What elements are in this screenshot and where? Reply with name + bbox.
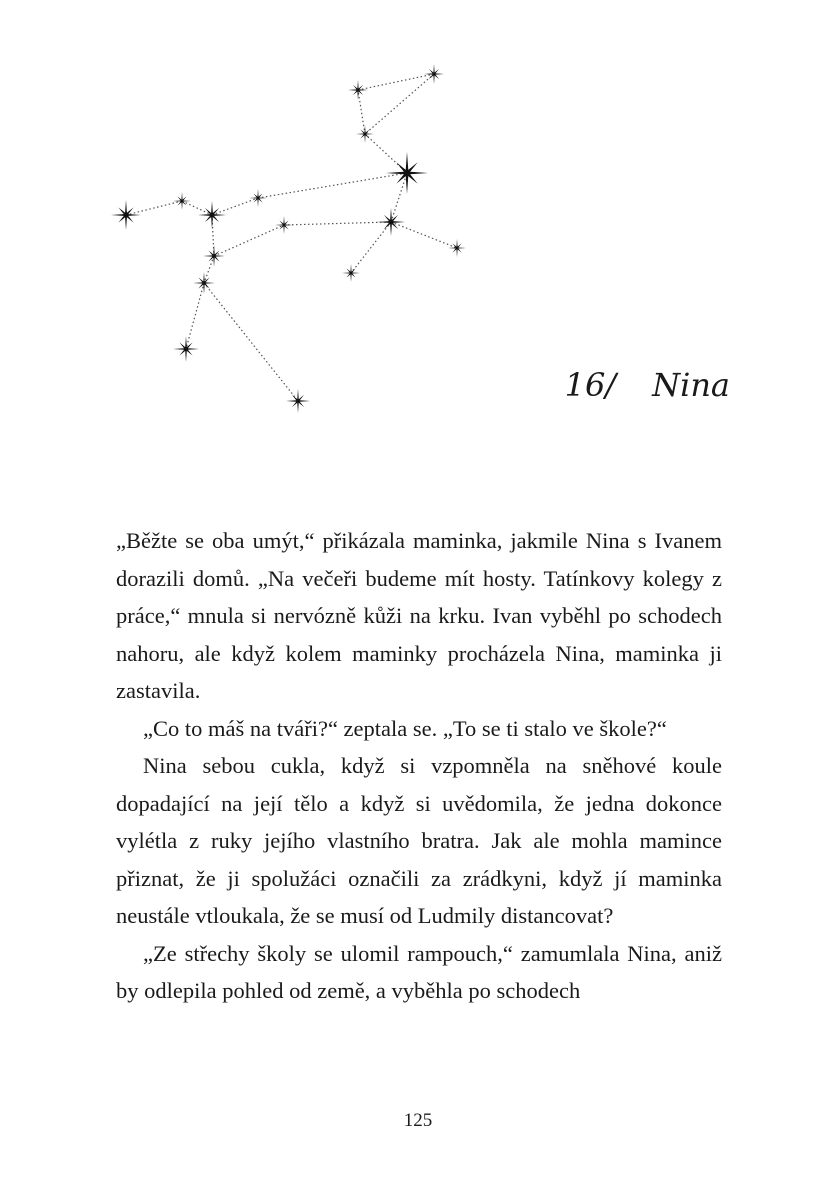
star-icon xyxy=(198,201,226,229)
paragraph: „Co to máš na tváři?“ zeptala se. „To se ti stalo ve škole?“ xyxy=(143,715,667,741)
constellation-line xyxy=(186,283,204,349)
constellation-line xyxy=(358,90,365,134)
constellation-line xyxy=(351,222,391,273)
paragraph: „Ze střechy školy se ulomil rampouch,“ zamumlala Nina, aniž by odlepila pohled od země, a vyběhla po schodech xyxy=(116,940,722,1003)
constellation-line xyxy=(212,198,258,215)
constellation-line xyxy=(391,173,407,222)
star-icon xyxy=(386,152,428,194)
constellation-line xyxy=(214,225,284,256)
star-icon xyxy=(249,189,267,207)
star-icon xyxy=(377,208,405,236)
constellation-line xyxy=(182,201,212,215)
star-icon xyxy=(173,192,191,210)
paragraph: Nina sebou cukla, když si vzpomněla na sněhové koule dopadající na její tělo a když si uvědomila, že jedna dokonce vylétla z ruky jejího vlastního bratra. Jak ale mohla mamince přiznat, že ji spolužáci označili za zrádkyni, když jí maminka neustále vtloukala, že se musí od Ludmily distancovat? xyxy=(116,753,722,928)
star-icon xyxy=(275,216,293,234)
constellation-line xyxy=(204,256,214,283)
constellation-line xyxy=(358,74,434,90)
body-text xyxy=(116,522,722,1010)
constellation-line xyxy=(126,201,182,215)
constellation-illustration xyxy=(100,55,490,425)
constellation-line xyxy=(284,222,391,225)
star-icon xyxy=(424,64,444,84)
star-icon xyxy=(203,245,225,267)
constellation-line xyxy=(204,283,298,401)
star-icon xyxy=(348,80,368,100)
constellation-lines xyxy=(126,74,457,401)
star-icon xyxy=(448,239,466,257)
star-icon xyxy=(111,200,141,230)
chapter-number: 16/ xyxy=(564,366,617,404)
star-icon xyxy=(193,272,215,294)
star-icon xyxy=(173,336,199,362)
star-icon xyxy=(286,389,310,413)
chapter-heading xyxy=(540,355,730,415)
constellation-line xyxy=(365,74,434,134)
star-icon xyxy=(342,264,360,282)
page-number: 125 xyxy=(403,1110,433,1131)
constellation-stars xyxy=(111,64,466,413)
constellation-line xyxy=(391,222,457,248)
chapter-title: Nina xyxy=(652,366,730,404)
paragraph: „Běžte se oba umýt,“ přikázala maminka, jakmile Nina s Ivanem dorazili domů. „Na večeři budeme mít hosty. Tatínkovy kolegy z práce,“ mnula si nervózně kůži na krku. Ivan vyběhl po schodech nahoru, ale když kolem maminky procházela Nina, maminka ji zastavila. xyxy=(116,528,722,703)
constellation-line xyxy=(258,173,407,198)
